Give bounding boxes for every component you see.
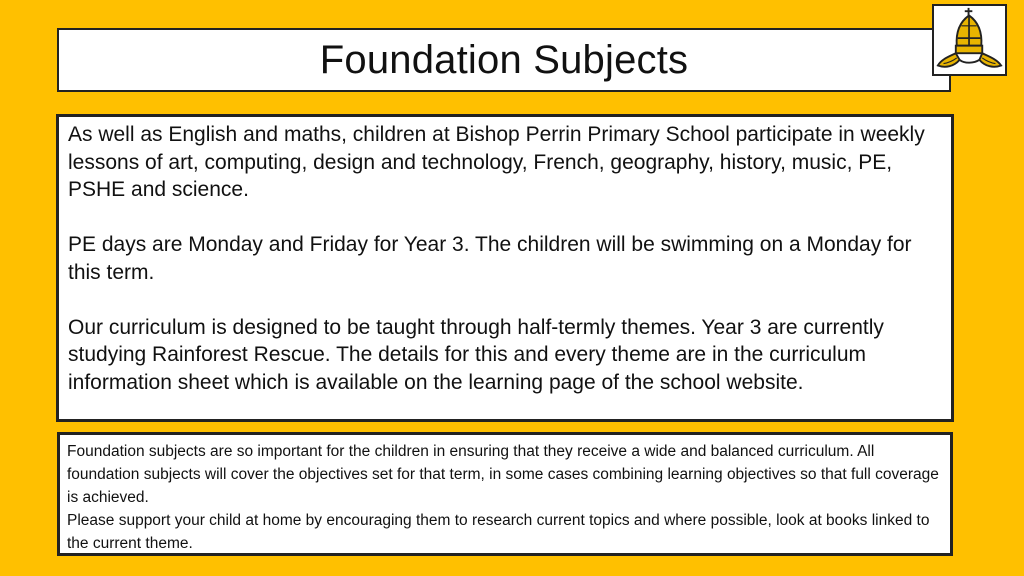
support-note-box [57,432,953,556]
title-banner [57,28,951,92]
school-logo [932,4,1007,76]
paragraph-themes: Our curriculum is designed to be taught through half-termly themes. Year 3 are currently studying Rainforest Rescue. The details for this and every theme are in the curriculum information sheet which is available on the learning page of the school website. [68,315,884,394]
page-title: Foundation Subjects [319,37,689,82]
paragraph-subjects: As well as English and maths, children at Bishop Perrin Primary School participate in weekly lessons of art, computing, design and technology, French, geography, history, music, PE, PSHE and science. [68,123,925,201]
mitre-crest-icon [934,6,1005,74]
note-home-support: Please support your child at home by encouraging them to research current topics and where possible, look at books linked to the current theme. [67,512,930,552]
paragraph-pe-days: PE days are Monday and Friday for Year 3. The children will be swimming on a Monday for this term. [68,233,912,284]
note-importance: Foundation subjects are so important for the children in ensuring that they receive a wide and balanced curriculum. All foundation subjects will cover the objectives set for that term, in some cases combining learning objectives so that full coverage is achieved. [67,443,939,506]
curriculum-info-box [56,114,954,422]
